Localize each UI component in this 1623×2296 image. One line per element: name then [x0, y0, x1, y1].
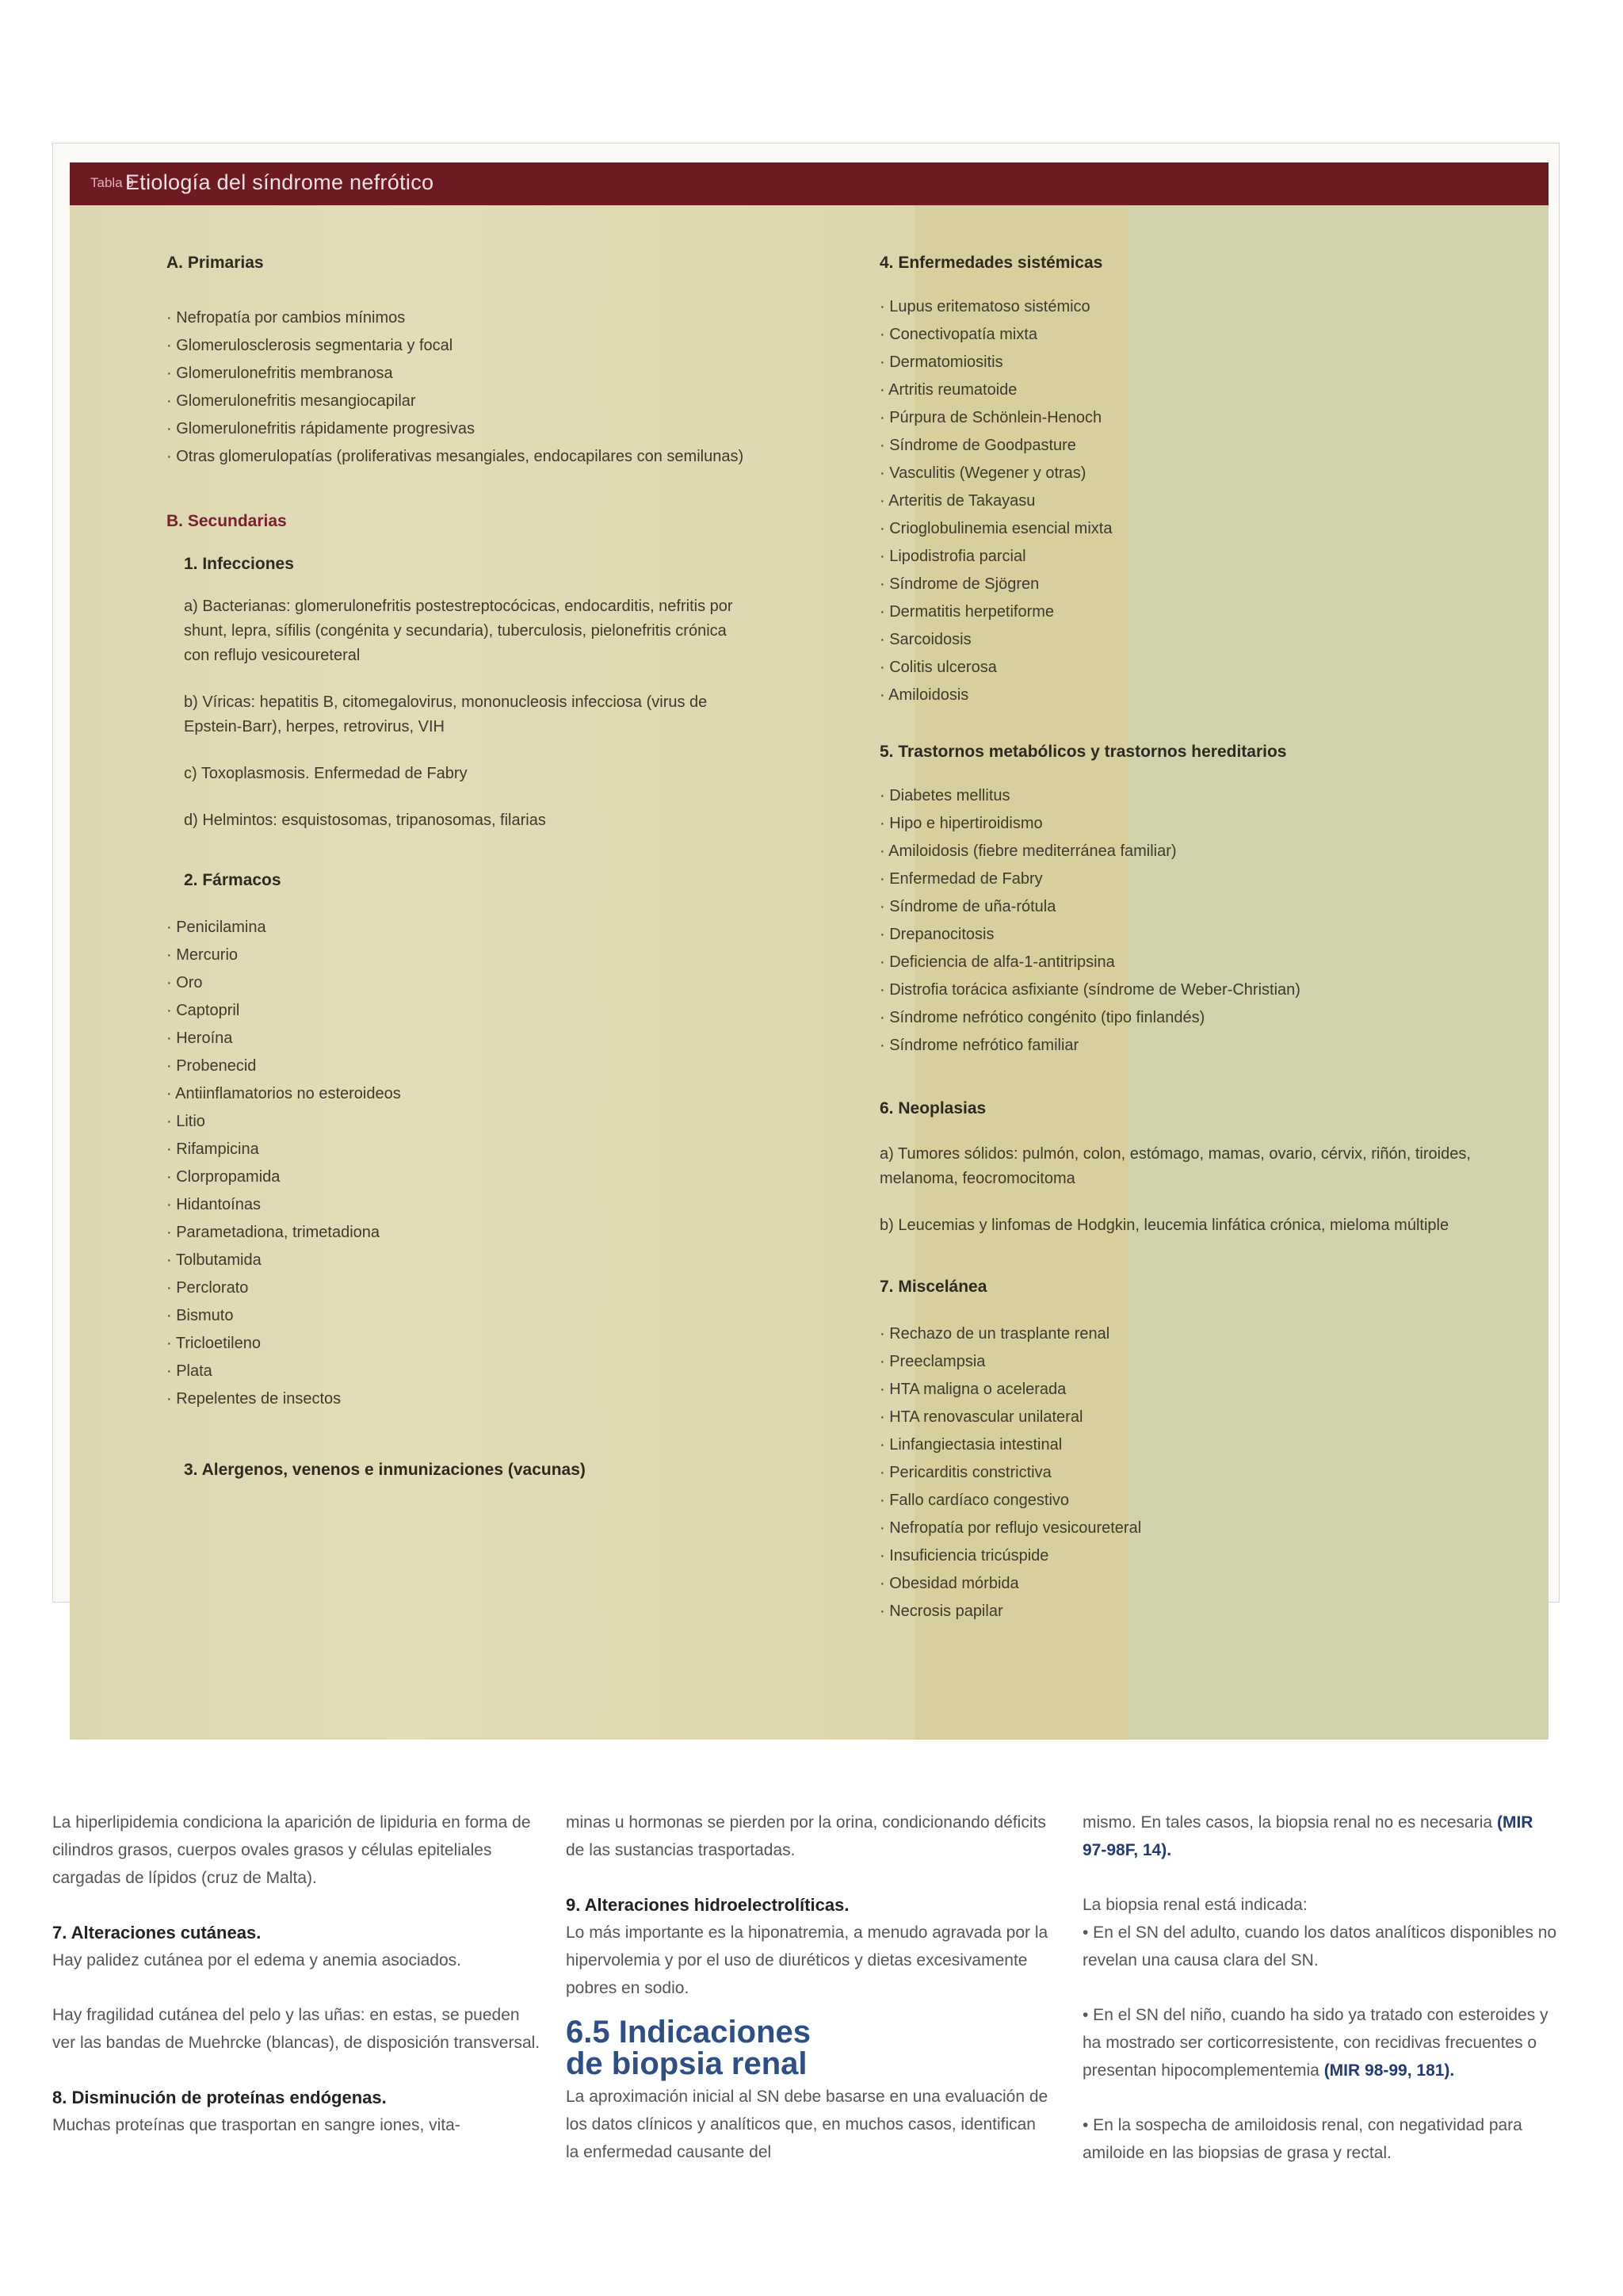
- mir-reference: (MIR 97-98F, 14).: [1083, 1813, 1533, 1859]
- list-item: · Vasculitis (Wegener y otras): [880, 464, 1086, 482]
- bullet-item: [1083, 2001, 1558, 2084]
- list-item: · Litio: [166, 1113, 205, 1130]
- paragraph: La aproximación inicial al SN debe basarse en una evaluación de los datos clínicos y analíticos que, en muchos casos, identifican la enfermedad causante del: [566, 2088, 1048, 2161]
- bullet-text: • En el SN del niño, cuando ha sido ya tratado con esteroides y ha mostrado ser corticorresistente, con recidivas frecuentes o presentan hipocomplementemia: [1083, 2006, 1549, 2080]
- infecciones-paragraph: d) Helmintos: esquistosomas, tripanosomas, filarias: [184, 812, 546, 829]
- alergenos-heading: 3. Alergenos, venenos e inmunizaciones (vacunas): [184, 1461, 586, 1479]
- section-heading: 8. Disminución de proteínas endógenas.: [52, 2088, 387, 2107]
- body-column-2: [566, 1809, 1049, 2166]
- list-item: · Síndrome nefrótico congénito (tipo finlandés): [880, 1009, 1205, 1026]
- list-item: · Drepanocitosis: [880, 926, 995, 943]
- list-item: · HTA renovascular unilateral: [880, 1408, 1083, 1426]
- list-item: · Nefropatía por reflujo vesicoureteral: [880, 1519, 1142, 1537]
- list-item: · Obesidad mórbida: [880, 1575, 1019, 1592]
- paragraph: Hay palidez cutánea por el edema y anemia asociados.: [52, 1951, 461, 1969]
- table-tag: Tabla 9: [90, 175, 134, 190]
- list-item: · Fallo cardíaco congestivo: [880, 1492, 1070, 1509]
- paragraph: La hiperlipidemia condiciona la aparición de lipiduria en forma de cilindros grasos, cuerpos ovales grasos y células epiteliales cargadas de lípidos (cruz de Malta).: [52, 1813, 531, 1887]
- list-item: · Lupus eritematoso sistémico: [880, 298, 1090, 315]
- list-item: · Rechazo de un trasplante renal: [880, 1325, 1110, 1343]
- list-item: · Colitis ulcerosa: [880, 659, 997, 676]
- section-heading: 7. Alteraciones cutáneas.: [52, 1923, 262, 1943]
- list-item: · Sarcoidosis: [880, 631, 972, 648]
- bullet-item: • En la sospecha de amiloidosis renal, con negatividad para amiloide en las biopsias de grasa y rectal.: [1083, 2116, 1522, 2162]
- list-item: · Otras glomerulopatías (proliferativas mesangiales, endocapilares con semilunas): [166, 448, 744, 465]
- list-item: · Enfermedad de Fabry: [880, 870, 1043, 888]
- body-column-3: [1083, 1809, 1558, 2167]
- list-item: · Probenecid: [166, 1057, 257, 1075]
- list-item: · Preeclampsia: [880, 1353, 986, 1370]
- list-item: · Rifampicina: [166, 1140, 259, 1158]
- primarias-list: [166, 304, 816, 471]
- neoplasias-paragraph: b) Leucemias y linfomas de Hodgkin, leucemia linfática crónica, mieloma múltiple: [880, 1217, 1449, 1234]
- paragraph: Hay fragilidad cutánea del pelo y las uñas: en estas, se pueden ver las bandas de Muehrcke (blancas), de disposición transversal.: [52, 2006, 540, 2052]
- list-item: · Linfangiectasia intestinal: [880, 1436, 1063, 1454]
- bullet-item: • En el SN del adulto, cuando los datos analíticos disponibles no revelan una causa clara del SN.: [1083, 1924, 1557, 1969]
- list-item: · Penicilamina: [166, 919, 266, 936]
- infecciones-paragraph: c) Toxoplasmosis. Enfermedad de Fabry: [184, 765, 468, 782]
- list-item: · Síndrome de Sjögren: [880, 575, 1040, 593]
- list-item: · Hidantoínas: [166, 1196, 261, 1213]
- section-title-line-1: 6.5 Indicaciones: [566, 2015, 812, 2050]
- list-item: · Perclorato: [166, 1279, 249, 1297]
- list-item: · Bismuto: [166, 1307, 234, 1324]
- neoplasias-list: [880, 1142, 1482, 1238]
- miscelanea-heading: 7. Miscelánea: [880, 1278, 987, 1296]
- paragraph: minas u hormonas se pierden por la orina, condicionando déficits de las sustancias trasportadas.: [566, 1813, 1046, 1859]
- list-item: · Dermatomiositis: [880, 353, 1003, 371]
- list-item: · Repelentes de insectos: [166, 1390, 342, 1408]
- sistemicas-heading: 4. Enfermedades sistémicas: [880, 254, 1103, 272]
- list-item: · Glomerulonefritis mesangiocapilar: [166, 392, 416, 410]
- list-item: · Arteritis de Takayasu: [880, 492, 1036, 510]
- list-item: · Heroína: [166, 1030, 233, 1047]
- list-item: · Glomerulosclerosis segmentaria y focal: [166, 337, 453, 354]
- miscelanea-list: [880, 1320, 1514, 1626]
- list-item: · Síndrome de uña-rótula: [880, 898, 1056, 915]
- list-item: · Artritis reumatoide: [880, 381, 1018, 399]
- list-item: · Amiloidosis: [880, 686, 969, 704]
- metabolicos-heading: 5. Trastornos metabólicos y trastornos hereditarios: [880, 743, 1287, 761]
- primarias-heading: A. Primarias: [166, 254, 264, 272]
- list-item: · Captopril: [166, 1002, 240, 1019]
- list-item: · Tricloetileno: [166, 1335, 261, 1352]
- list-item: · Síndrome de Goodpasture: [880, 437, 1076, 454]
- infecciones-heading: 1. Infecciones: [184, 555, 294, 573]
- list-item: · Insuficiencia tricúspide: [880, 1547, 1049, 1564]
- table-right-column: [880, 254, 1514, 1626]
- mir-reference: (MIR 98-99, 181).: [1323, 2061, 1455, 2080]
- list-item: · Pericarditis constrictiva: [880, 1464, 1052, 1481]
- list-item: · Nefropatía por cambios mínimos: [166, 309, 406, 327]
- secundarias-heading: B. Secundarias: [166, 512, 287, 530]
- neoplasias-heading: 6. Neoplasias: [880, 1099, 987, 1117]
- paragraph: [1083, 1809, 1558, 1864]
- list-item: · Diabetes mellitus: [880, 787, 1010, 804]
- list-item: · Antiinflamatorios no esteroideos: [166, 1085, 401, 1102]
- paragraph: Muchas proteínas que trasportan en sangre iones, vita-: [52, 2116, 460, 2134]
- list-item: · Deficiencia de alfa-1-antitripsina: [880, 953, 1115, 971]
- list-item: · Conectivopatía mixta: [880, 326, 1037, 343]
- list-item: · Dermatitis herpetiforme: [880, 603, 1055, 621]
- infecciones-paragraph: a) Bacterianas: glomerulonefritis postestreptocócicas, endocarditis, nefritis por shunt, lepra, sífilis (congénita y secundaria), tuberculosis, pielonefritis crónica con reflujo vesicoureteral: [184, 598, 733, 664]
- sistemicas-list: [880, 293, 1514, 709]
- list-item: · Glomerulonefritis membranosa: [166, 365, 393, 382]
- section-title-line-2: de biopsia renal: [566, 2046, 808, 2081]
- table-header: [70, 162, 1549, 205]
- list-item: · HTA maligna o acelerada: [880, 1381, 1067, 1398]
- list-item: · Parametadiona, trimetadiona: [166, 1224, 380, 1241]
- infecciones-paragraph: b) Víricas: hepatitis B, citomegalovirus, mononucleosis infecciosa (virus de Epstein-Barr), herpes, retrovirus, VIH: [184, 693, 708, 735]
- list-item: · Síndrome nefrótico familiar: [880, 1037, 1079, 1054]
- list-item: · Crioglobulinemia esencial mixta: [880, 520, 1113, 537]
- section-heading: 9. Alteraciones hidroelectrolíticas.: [566, 1895, 850, 1915]
- farmacos-list: [166, 914, 816, 1413]
- list-item: · Necrosis papilar: [880, 1603, 1003, 1620]
- body-column-1: [52, 1809, 544, 2139]
- table-title: Etiología del síndrome nefrótico: [125, 170, 434, 194]
- list-item: · Glomerulonefritis rápidamente progresivas: [166, 420, 475, 437]
- list-item: · Clorpropamida: [166, 1168, 281, 1186]
- neoplasias-paragraph: a) Tumores sólidos: pulmón, colon, estómago, mamas, ovario, cérvix, riñón, tiroides, melanoma, feocromocitoma: [880, 1145, 1471, 1187]
- list-item: · Oro: [166, 974, 203, 991]
- list-item: · Amiloidosis (fiebre mediterránea familiar): [880, 842, 1177, 860]
- paragraph: La biopsia renal está indicada:: [1083, 1896, 1308, 1914]
- list-item: · Distrofia torácica asfixiante (síndrome de Weber-Christian): [880, 981, 1300, 999]
- list-item: · Lipodistrofia parcial: [880, 548, 1026, 565]
- list-item: · Mercurio: [166, 946, 239, 964]
- paragraph-text: mismo. En tales casos, la biopsia renal no es necesaria: [1083, 1813, 1493, 1832]
- metabolicos-list: [880, 782, 1514, 1060]
- farmacos-heading: 2. Fármacos: [184, 871, 281, 889]
- list-item: · Tolbutamida: [166, 1251, 262, 1269]
- paragraph: Lo más importante es la hiponatremia, a menudo agravada por la hipervolemia y por el uso de diuréticos y dietas excesivamente pobres en sodio.: [566, 1924, 1048, 1997]
- section-title: [566, 2016, 1049, 2080]
- infecciones-list: [184, 594, 754, 833]
- list-item: · Plata: [166, 1362, 212, 1380]
- list-item: · Hipo e hipertiroidismo: [880, 815, 1043, 832]
- list-item: · Púrpura de Schönlein-Henoch: [880, 409, 1102, 426]
- table-left-column: [166, 254, 816, 1480]
